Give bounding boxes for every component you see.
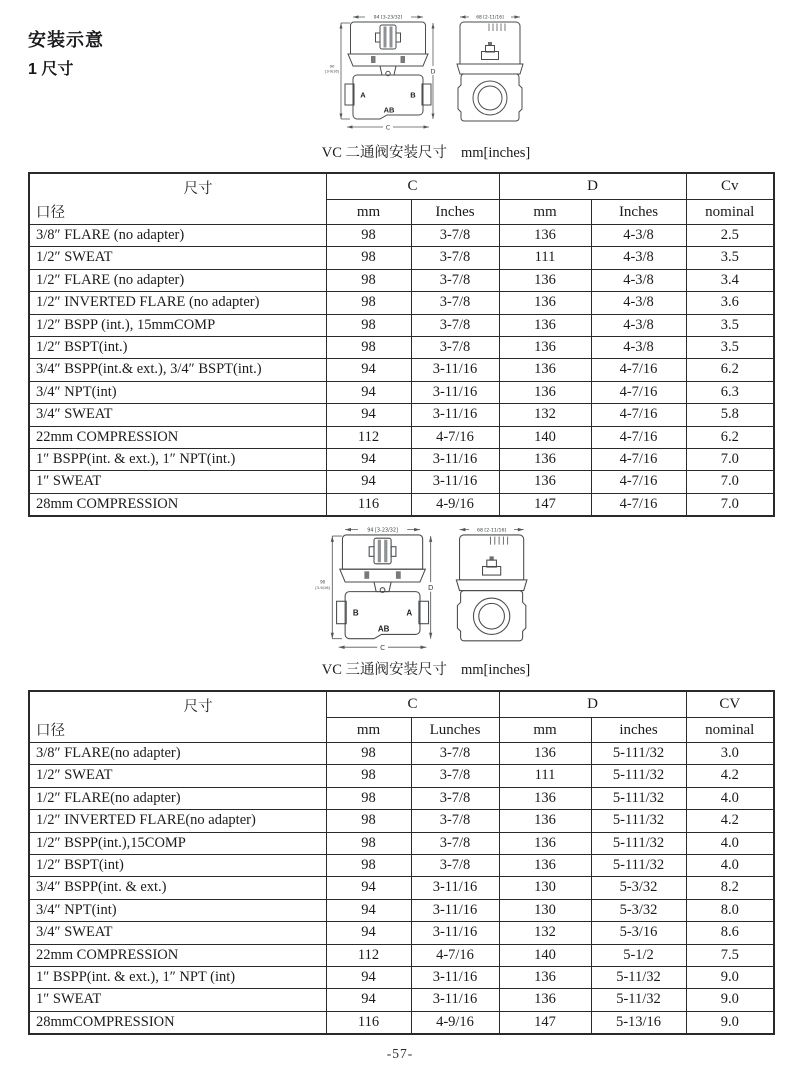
bore-size-cell: 22mm COMPRESSION [29, 944, 326, 966]
value-cell: 147 [499, 493, 591, 516]
value-cell: 7.0 [686, 471, 774, 493]
table-row [29, 314, 774, 336]
three-way-caption-text: VC 三通阀安装尺寸 [321, 662, 447, 678]
size-header-label: 尺寸 [183, 181, 213, 197]
c-inches-subheader: Lunches [411, 718, 499, 743]
bore-size-cell: 3/4″ BSPP(int.& ext.), 3/4″ BSPT(int.) [29, 359, 326, 381]
value-cell: 98 [326, 810, 411, 832]
port-ab-label: AB [383, 105, 395, 115]
value-cell: 3-11/16 [411, 404, 499, 426]
value-cell: 4-3/8 [591, 247, 686, 269]
three-way-caption-unit: mm[inches] [461, 662, 531, 678]
table-row [29, 1011, 774, 1034]
three-way-valve-diagram [313, 520, 543, 659]
value-cell: 136 [499, 448, 591, 470]
value-cell: 9.0 [686, 966, 774, 988]
value-cell: 136 [499, 832, 591, 854]
value-cell: 3-7/8 [411, 787, 499, 809]
value-cell: 3.0 [686, 743, 774, 765]
value-cell: 7.0 [686, 493, 774, 516]
value-cell: 147 [499, 1011, 591, 1034]
value-cell: 8.2 [686, 877, 774, 899]
table-row [29, 471, 774, 493]
value-cell: 94 [326, 922, 411, 944]
value-cell: 7.5 [686, 944, 774, 966]
value-cell: 4-7/16 [591, 359, 686, 381]
value-cell: 136 [499, 810, 591, 832]
table-row [29, 336, 774, 358]
two-way-caption-text: VC 二通阀安装尺寸 [321, 145, 447, 161]
value-cell: 140 [499, 426, 591, 448]
value-cell: 136 [499, 336, 591, 358]
value-cell: 4.0 [686, 787, 774, 809]
value-cell: 4-3/8 [591, 314, 686, 336]
cv-column-header: CV [686, 691, 774, 718]
value-cell: 5-111/32 [591, 743, 686, 765]
value-cell: 4-3/8 [591, 269, 686, 291]
value-cell: 116 [326, 493, 411, 516]
bore-size-cell: 1/2″ INVERTED FLARE(no adapter) [29, 810, 326, 832]
value-cell: 4-7/16 [591, 426, 686, 448]
c-inches-subheader: Inches [411, 200, 499, 225]
value-cell: 4-7/16 [591, 493, 686, 516]
bore-size-cell: 3/8″ FLARE (no adapter) [29, 225, 326, 247]
bore-header-label: 口径 [36, 723, 65, 739]
value-cell: 4-7/16 [411, 944, 499, 966]
value-cell: 6.3 [686, 381, 774, 403]
value-cell: 94 [326, 404, 411, 426]
value-cell: 136 [499, 854, 591, 876]
value-cell: 136 [499, 381, 591, 403]
bore-size-cell: 1/2″ BSPT(int) [29, 854, 326, 876]
table-header-row [29, 691, 774, 718]
value-cell: 5-111/32 [591, 810, 686, 832]
value-cell: 4-3/8 [591, 292, 686, 314]
value-cell: 4.2 [686, 765, 774, 787]
value-cell: 5-1/2 [591, 944, 686, 966]
value-cell: 3-7/8 [411, 225, 499, 247]
bore-size-cell: 3/4″ NPT(int) [29, 899, 326, 921]
section-title-dimensions: 1 尺寸 [28, 61, 74, 78]
value-cell: 9.0 [686, 1011, 774, 1034]
value-cell: 111 [499, 247, 591, 269]
value-cell: 3-11/16 [411, 922, 499, 944]
value-cell: 3-11/16 [411, 448, 499, 470]
value-cell: 98 [326, 854, 411, 876]
value-cell: 136 [499, 269, 591, 291]
value-cell: 111 [499, 765, 591, 787]
value-cell: 136 [499, 989, 591, 1011]
value-cell: 98 [326, 314, 411, 336]
bore-size-cell: 1/2″ SWEAT [29, 247, 326, 269]
value-cell: 3-7/8 [411, 292, 499, 314]
value-cell: 98 [326, 225, 411, 247]
value-cell: 3-7/8 [411, 314, 499, 336]
value-cell: 136 [499, 359, 591, 381]
table-row [29, 989, 774, 1011]
bore-size-cell: 1/2″ INVERTED FLARE (no adapter) [29, 292, 326, 314]
value-cell: 5-11/32 [591, 966, 686, 988]
value-cell: 8.6 [686, 922, 774, 944]
table-row [29, 966, 774, 988]
value-cell: 3.5 [686, 314, 774, 336]
cv-nominal-subheader: nominal [686, 200, 774, 225]
value-cell: 4-9/16 [411, 493, 499, 516]
table-row [29, 404, 774, 426]
value-cell: 3.6 [686, 292, 774, 314]
bore-size-cell: 1″ BSPP(int. & ext.), 1″ NPT (int) [29, 966, 326, 988]
table-row [29, 292, 774, 314]
value-cell: 4-7/16 [411, 426, 499, 448]
bore-size-cell: 1″ SWEAT [29, 989, 326, 1011]
size-bore-header-cell [29, 173, 326, 225]
value-cell: 116 [326, 1011, 411, 1034]
d-column-header: D [499, 173, 686, 200]
value-cell: 94 [326, 877, 411, 899]
table-row [29, 810, 774, 832]
value-cell: 136 [499, 471, 591, 493]
value-cell: 98 [326, 765, 411, 787]
value-cell: 98 [326, 336, 411, 358]
value-cell: 112 [326, 944, 411, 966]
three-way-dimensions-table [28, 690, 775, 1035]
value-cell: 4.0 [686, 832, 774, 854]
value-cell: 3-11/16 [411, 877, 499, 899]
table-row [29, 922, 774, 944]
value-cell: 98 [326, 269, 411, 291]
cv-nominal-subheader: nominal [686, 718, 774, 743]
value-cell: 3-7/8 [411, 743, 499, 765]
value-cell: 3-7/8 [411, 269, 499, 291]
table-row [29, 944, 774, 966]
value-cell: 4-7/16 [591, 381, 686, 403]
c-mm-subheader: mm [326, 200, 411, 225]
value-cell: 3-11/16 [411, 359, 499, 381]
value-cell: 132 [499, 404, 591, 426]
value-cell: 5-11/32 [591, 989, 686, 1011]
size-bore-header-cell [29, 691, 326, 743]
d-inches-subheader: inches [591, 718, 686, 743]
value-cell: 98 [326, 247, 411, 269]
value-cell: 132 [499, 922, 591, 944]
value-cell: 5-111/32 [591, 765, 686, 787]
port-ab-label: AB [377, 624, 390, 634]
table-row [29, 832, 774, 854]
table-row [29, 426, 774, 448]
value-cell: 4-3/8 [591, 336, 686, 358]
value-cell: 112 [326, 426, 411, 448]
value-cell: 3.5 [686, 247, 774, 269]
table-row [29, 899, 774, 921]
value-cell: 136 [499, 743, 591, 765]
two-way-valve-diagram [323, 8, 538, 138]
value-cell: 3-11/16 [411, 899, 499, 921]
three-way-figure-caption [52, 658, 800, 679]
value-cell: 6.2 [686, 359, 774, 381]
value-cell: 3-7/8 [411, 765, 499, 787]
value-cell: 5.8 [686, 404, 774, 426]
bore-size-cell: 1/2″ FLARE (no adapter) [29, 269, 326, 291]
value-cell: 94 [326, 966, 411, 988]
value-cell: 5-13/16 [591, 1011, 686, 1034]
value-cell: 94 [326, 471, 411, 493]
port-a-label: A [360, 90, 366, 100]
table-row [29, 247, 774, 269]
bore-size-cell: 1″ BSPP(int. & ext.), 1″ NPT(int.) [29, 448, 326, 470]
c-column-header: C [326, 173, 499, 200]
table-row [29, 787, 774, 809]
value-cell: 136 [499, 314, 591, 336]
bore-size-cell: 1/2″ BSPP (int.), 15mmCOMP [29, 314, 326, 336]
bore-size-cell: 1″ SWEAT [29, 471, 326, 493]
bore-size-cell: 28mmCOMPRESSION [29, 1011, 326, 1034]
value-cell: 94 [326, 899, 411, 921]
page-title: 安装示意 [28, 30, 104, 50]
value-cell: 4-7/16 [591, 471, 686, 493]
value-cell: 136 [499, 292, 591, 314]
value-cell: 98 [326, 292, 411, 314]
value-cell: 3-7/8 [411, 810, 499, 832]
value-cell: 5-111/32 [591, 832, 686, 854]
value-cell: 94 [326, 989, 411, 1011]
page-number: -57- [386, 1046, 414, 1061]
value-cell: 3-11/16 [411, 471, 499, 493]
value-cell: 5-3/32 [591, 899, 686, 921]
value-cell: 3.4 [686, 269, 774, 291]
table-row [29, 448, 774, 470]
value-cell: 6.2 [686, 426, 774, 448]
table-row [29, 854, 774, 876]
bore-size-cell: 1/2″ BSPP(int.),15COMP [29, 832, 326, 854]
d-mm-subheader: mm [499, 718, 591, 743]
table-row [29, 493, 774, 516]
value-cell: 3-7/8 [411, 854, 499, 876]
value-cell: 98 [326, 743, 411, 765]
table-row [29, 359, 774, 381]
value-cell: 9.0 [686, 989, 774, 1011]
port-b-label: B [352, 608, 359, 618]
value-cell: 4-3/8 [591, 225, 686, 247]
value-cell: 130 [499, 899, 591, 921]
c-mm-subheader: mm [326, 718, 411, 743]
bore-size-cell: 3/4″ NPT(int) [29, 381, 326, 403]
value-cell: 94 [326, 448, 411, 470]
bore-size-cell: 1/2″ BSPT(int.) [29, 336, 326, 358]
value-cell: 136 [499, 787, 591, 809]
d-column-header: D [499, 691, 686, 718]
value-cell: 98 [326, 832, 411, 854]
size-header-label: 尺寸 [183, 699, 213, 715]
bore-header-label: 口径 [36, 205, 65, 221]
value-cell: 3-7/8 [411, 832, 499, 854]
value-cell: 8.0 [686, 899, 774, 921]
value-cell: 5-111/32 [591, 787, 686, 809]
table-row [29, 225, 774, 247]
table-header-row [29, 173, 774, 200]
two-way-figure-caption [52, 141, 800, 162]
two-way-caption-unit: mm[inches] [461, 145, 531, 161]
value-cell: 136 [499, 966, 591, 988]
d-inches-subheader: Inches [591, 200, 686, 225]
value-cell: 140 [499, 944, 591, 966]
table-row [29, 269, 774, 291]
two-way-dimensions-table [28, 172, 775, 517]
port-b-label: B [410, 90, 416, 100]
value-cell: 4-7/16 [591, 404, 686, 426]
bore-size-cell: 22mm COMPRESSION [29, 426, 326, 448]
value-cell: 136 [499, 225, 591, 247]
value-cell: 3-7/8 [411, 247, 499, 269]
value-cell: 3-11/16 [411, 989, 499, 1011]
d-mm-subheader: mm [499, 200, 591, 225]
value-cell: 4.0 [686, 854, 774, 876]
bore-size-cell: 28mm COMPRESSION [29, 493, 326, 516]
bore-size-cell: 1/2″ SWEAT [29, 765, 326, 787]
port-a-label: A [406, 608, 413, 618]
value-cell: 4-9/16 [411, 1011, 499, 1034]
c-column-header: C [326, 691, 499, 718]
bore-size-cell: 3/4″ BSPP(int. & ext.) [29, 877, 326, 899]
table-row [29, 877, 774, 899]
table-row [29, 765, 774, 787]
value-cell: 94 [326, 359, 411, 381]
value-cell: 3-11/16 [411, 381, 499, 403]
value-cell: 3.5 [686, 336, 774, 358]
value-cell: 98 [326, 787, 411, 809]
table-row [29, 381, 774, 403]
table-row [29, 743, 774, 765]
value-cell: 4.2 [686, 810, 774, 832]
bore-size-cell: 3/4″ SWEAT [29, 922, 326, 944]
value-cell: 4-7/16 [591, 448, 686, 470]
bore-size-cell: 1/2″ FLARE(no adapter) [29, 787, 326, 809]
value-cell: 3-7/8 [411, 336, 499, 358]
bore-size-cell: 3/8″ FLARE(no adapter) [29, 743, 326, 765]
value-cell: 5-111/32 [591, 854, 686, 876]
bore-size-cell: 3/4″ SWEAT [29, 404, 326, 426]
value-cell: 7.0 [686, 448, 774, 470]
value-cell: 5-3/16 [591, 922, 686, 944]
cv-column-header: Cv [686, 173, 774, 200]
value-cell: 5-3/32 [591, 877, 686, 899]
value-cell: 3-11/16 [411, 966, 499, 988]
value-cell: 94 [326, 381, 411, 403]
value-cell: 2.5 [686, 225, 774, 247]
value-cell: 130 [499, 877, 591, 899]
